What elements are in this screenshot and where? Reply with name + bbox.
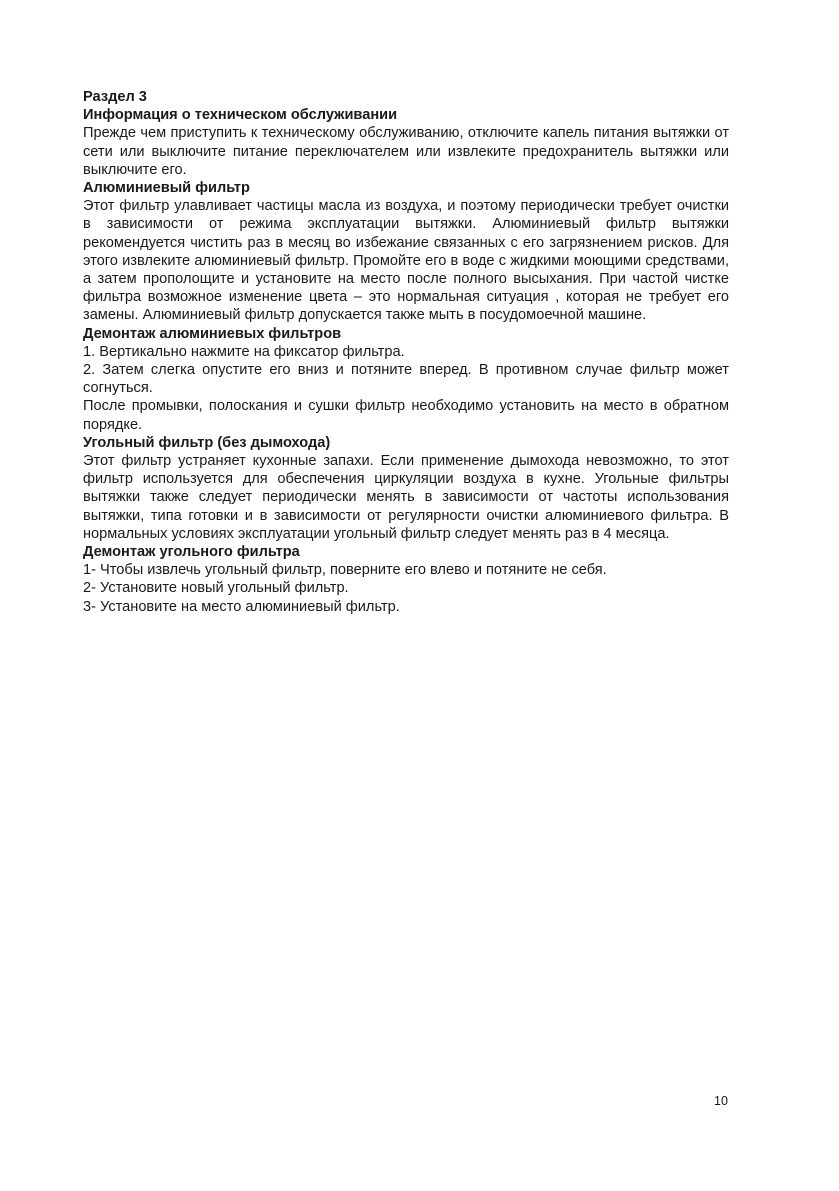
- aluminium-removal-step: 2. Затем слегка опустите его вниз и потяните вперед. В противном случае фильтр может согнуться.: [83, 362, 729, 397]
- carbon-removal-step: 2- Установите новый угольный фильтр.: [83, 580, 349, 597]
- aluminium-filter-heading: Алюминиевый фильтр: [83, 180, 250, 197]
- maintenance-text: Прежде чем приступить к техническому обслуживанию, отключите капель питания вытяжки от сети или выключите питание переключателем или извлеките предохранитель вытяжки или выключите его.: [83, 125, 729, 178]
- aluminium-removal-note: После промывки, полоскания и сушки фильтр необходимо установить на место в обратном порядке.: [83, 398, 729, 433]
- carbon-filter-heading: Угольный фильтр (без дымохода): [83, 434, 331, 451]
- maintenance-heading: Информация о техническом обслуживании: [83, 107, 398, 124]
- carbon-removal-heading: Демонтаж угольного фильтра: [83, 544, 300, 561]
- aluminium-removal-step: 1. Вертикально нажмите на фиксатор фильтра.: [83, 343, 405, 360]
- carbon-removal-step: 3- Установите на место алюминиевый фильтр.: [83, 598, 400, 615]
- carbon-filter-text: Этот фильтр устраняет кухонные запахи. Если применение дымохода невозможно, то этот фильтр используется для обеспечения циркуляции воздуха в кухне. Угольные фильтры вытяжки также следует периодически менять в зависимости от частоты использования вытяжки, типа готовки и в зависимости от регулярности очистки алюминиевого фильтра. В нормальных условиях эксплуатации угольный фильтр следует менять раз в 4 месяца.: [83, 453, 729, 542]
- section-label: Раздел 3: [83, 89, 147, 105]
- aluminium-filter-text: Этот фильтр улавливает частицы масла из воздуха, и поэтому периодически требует очистки в зависимости от режима эксплуатации вытяжки. Алюминиевый фильтр вытяжки рекомендуется чистить раз в месяц во избежание связанных с его загрязнением рисков. Для этого извлеките алюминиевый фильтр. Промойте его в воде с жидкими моющими средствами, а затем прополощите и установите на место после полного высыхания. При частой чистке фильтра возможное изменение цвета – это нормальная ситуация , которая не требует его замены. Алюминиевый фильтр допускается также мыть в посудомоечной машине.: [83, 198, 729, 324]
- page-number: 10: [714, 1094, 728, 1108]
- document-page: [83, 88, 729, 616]
- aluminium-removal-heading: Демонтаж алюминиевых фильтров: [83, 325, 342, 342]
- carbon-removal-step: 1- Чтобы извлечь угольный фильтр, поверните его влево и потяните не себя.: [83, 562, 607, 579]
